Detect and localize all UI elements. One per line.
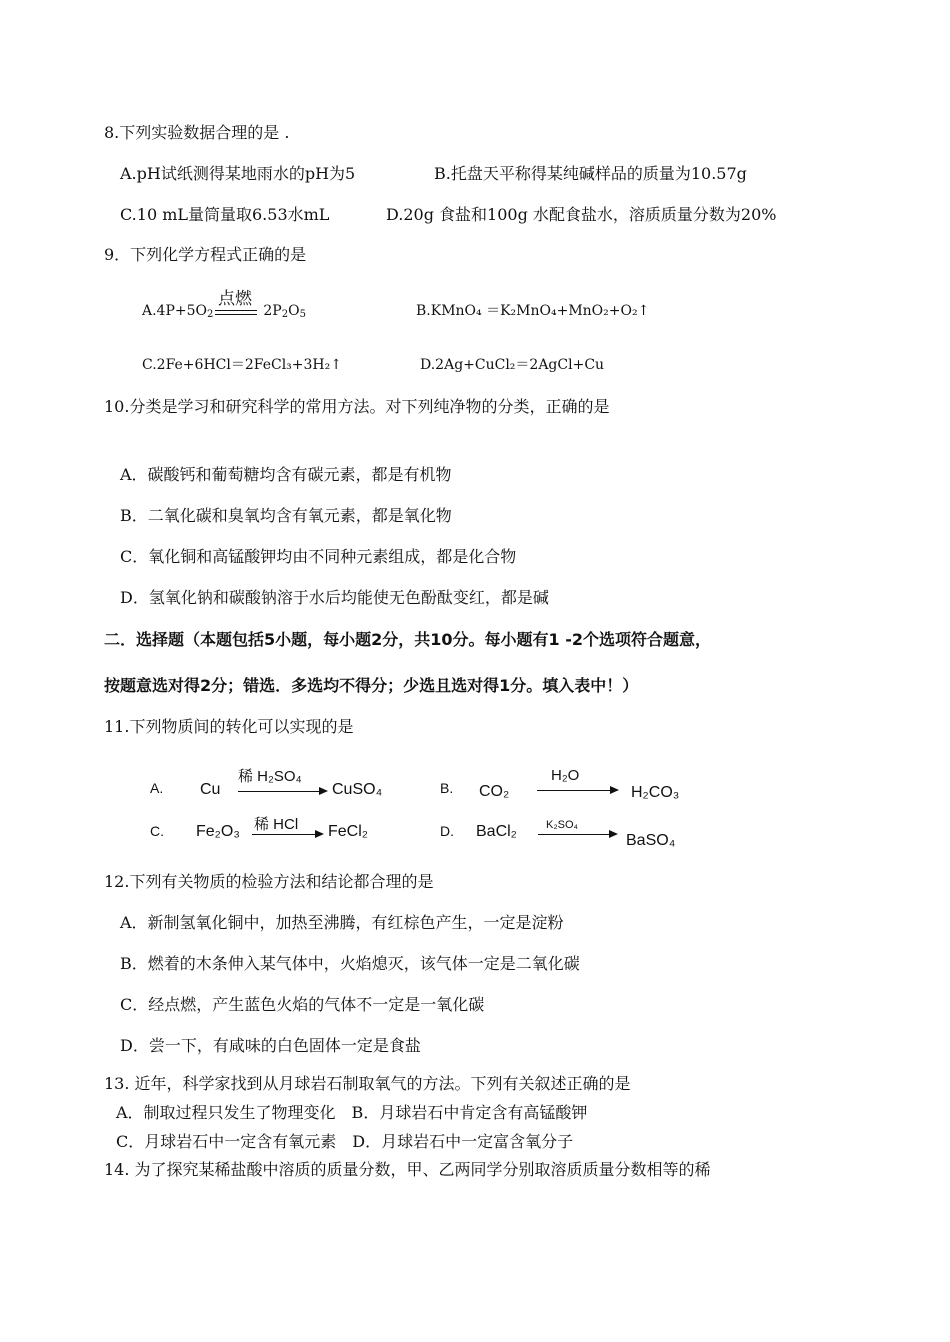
- q9-option-c: C.2Fe+6HCl＝2FeCl₃+3H₂↑: [142, 357, 342, 373]
- q11-a-product: CuSO₄: [332, 781, 383, 798]
- q10-stem: 10.分类是学习和研究科学的常用方法。对下列纯净物的分类，正确的是: [104, 397, 610, 416]
- q8-option-c: C.10 mL量筒量取6.53水mL: [120, 205, 330, 224]
- q11-c-label: C.: [150, 823, 164, 839]
- q8-stem: 8.下列实验数据合理的是 .: [104, 123, 290, 142]
- q11-c-reactant: Fe₂O₃: [196, 823, 240, 840]
- q12-option-d: D．尝一下，有咸味的白色固体一定是食盐: [120, 1036, 421, 1055]
- q9-condition-ignite: 点燃: [218, 289, 252, 309]
- q11-b-product: H₂CO₃: [631, 784, 680, 801]
- q11-a-label: A.: [150, 780, 164, 796]
- q13-options-cd: C．月球岩石中一定含有氧元素 D．月球岩石中一定富含氧分子: [116, 1132, 574, 1151]
- q11-d-reactant: BaCl₂: [476, 823, 517, 840]
- q8-option-d: D.20g 食盐和100g 水配食盐水，溶质质量分数为20%: [386, 205, 777, 224]
- section2-heading-line2: 按题意选对得2分；错选．多选均不得分；少选且选对得1分。填入表中！）: [104, 676, 639, 695]
- q12-option-a: A．新制氢氧化铜中，加热至沸腾，有红棕色产生，一定是淀粉: [120, 913, 564, 932]
- q9-equals-sign: [215, 310, 257, 315]
- q9-option-d: D.2Ag+CuCl₂＝2AgCl+Cu: [420, 357, 605, 373]
- q11-d-arrow: [538, 834, 616, 835]
- q8-option-a: A.pH试纸测得某地雨水的pH为5: [120, 164, 356, 183]
- q14-stem: 14. 为了探究某稀盐酸中溶质的质量分数，甲、乙两同学分别取溶质质量分数相等的稀: [104, 1160, 711, 1179]
- q11-d-product: BaSO₄: [626, 832, 676, 849]
- q9-option-a: $A.4P+5O_2$ $2P_2O_5$: [142, 303, 306, 320]
- q11-a-arrow: [238, 791, 326, 792]
- q11-a-condition: 稀 H₂SO₄: [238, 768, 302, 785]
- q11-c-arrow: [252, 834, 322, 835]
- q11-a-reactant: Cu: [200, 781, 221, 798]
- q9-stem: 9．下列化学方程式正确的是: [104, 245, 307, 264]
- q11-b-arrow: [537, 790, 617, 791]
- q11-b-label: B.: [440, 780, 454, 796]
- q13-stem: 13. 近年，科学家找到从月球岩石制取氧气的方法。下列有关叙述正确的是: [104, 1074, 631, 1093]
- section2-heading-line1: 二．选择题（本题包括5小题，每小题2分，共10分。每小题有1 -2个选项符合题意，: [104, 630, 712, 649]
- q12-option-c: C．经点燃，产生蓝色火焰的气体不一定是一氧化碳: [120, 995, 485, 1014]
- q10-option-a: A．碳酸钙和葡萄糖均含有碳元素，都是有机物: [120, 465, 452, 484]
- q11-d-label: D.: [440, 823, 454, 839]
- q11-stem: 11.下列物质间的转化可以实现的是: [104, 717, 354, 736]
- q10-option-b: B．二氧化碳和臭氧均含有氧元素，都是氧化物: [120, 506, 452, 525]
- q10-option-c: C．氧化铜和高锰酸钾均由不同种元素组成，都是化合物: [120, 547, 517, 566]
- q11-b-condition: H₂O: [551, 767, 580, 784]
- q11-c-condition: 稀 HCl: [254, 816, 299, 833]
- q8-option-b: B.托盘天平称得某纯碱样品的质量为10.57g: [434, 164, 747, 183]
- q10-option-d: D．氢氧化钠和碳酸钠溶于水后均能使无色酚酞变红，都是碱: [120, 588, 549, 607]
- q11-c-product: FeCl₂: [328, 823, 368, 840]
- q11-b-reactant: CO₂: [479, 783, 510, 800]
- q12-stem: 12.下列有关物质的检验方法和结论都合理的是: [104, 872, 434, 891]
- q13-options-ab: A．制取过程只发生了物理变化 B．月球岩石中肯定含有高锰酸钾: [116, 1103, 588, 1122]
- q9-option-b: B.KMnO₄ ＝K₂MnO₄+MnO₂+O₂↑: [416, 303, 650, 319]
- q12-option-b: B．燃着的木条伸入某气体中，火焰熄灭，该气体一定是二氧化碳: [120, 954, 580, 973]
- q11-d-condition: K₂SO₄: [546, 819, 578, 831]
